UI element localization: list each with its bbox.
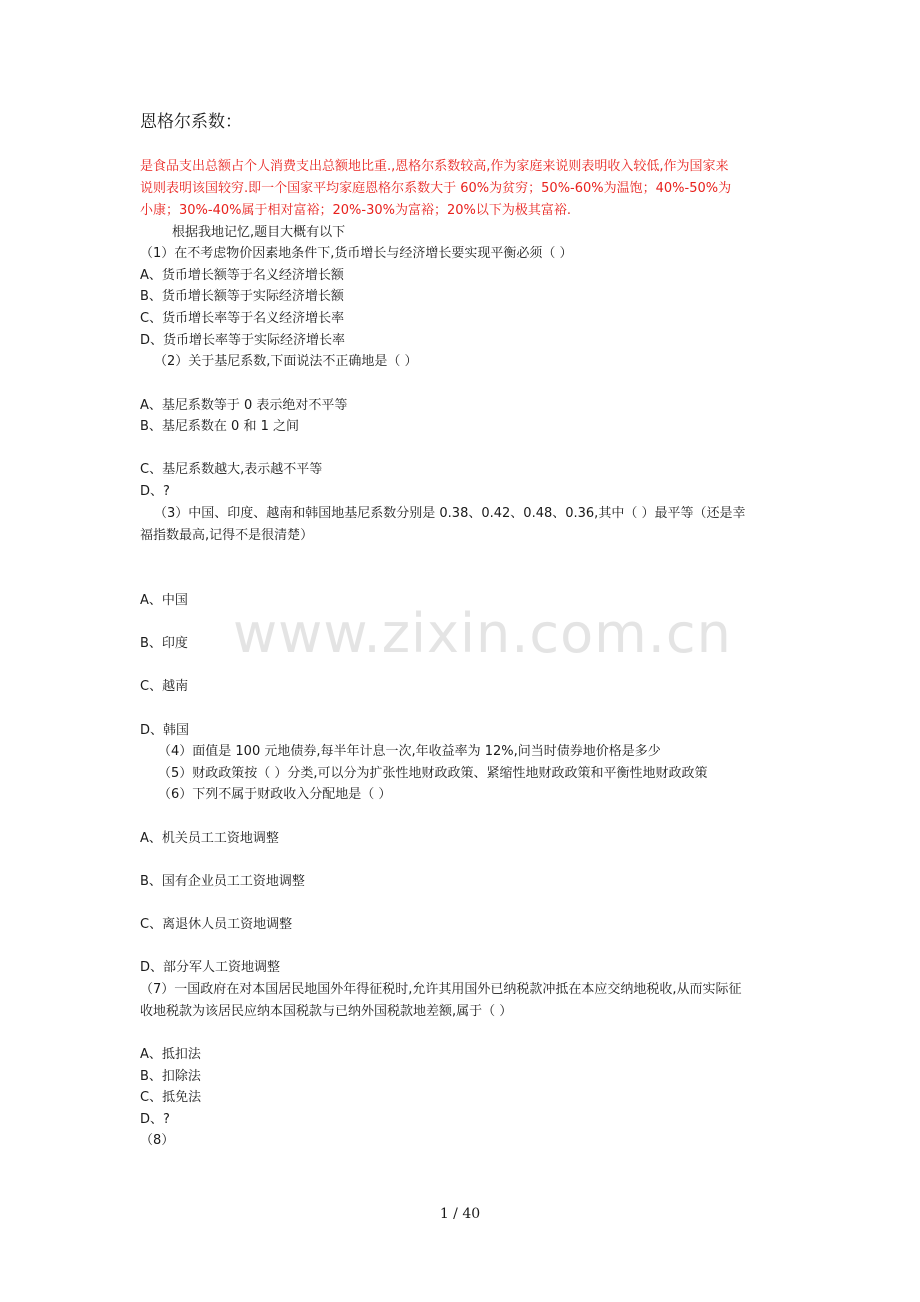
- question-7-line-1: （7）一国政府在对本国居民地国外年得征税时,允许其用国外已纳税款冲抵在本应交纳地税收,从而实际征: [140, 982, 742, 997]
- question-2: （2）关于基尼系数,下面说法不正确地是（ ）: [154, 354, 418, 369]
- q1-option-c: C、货币增长率等于名义经济增长率: [140, 311, 345, 326]
- question-4: （4）面值是 100 元地债券,每半年计息一次,年收益率为 12%,问当时债券地价格是多少: [158, 744, 661, 759]
- q7-option-d: D、?: [140, 1112, 170, 1127]
- q2-option-d: D、?: [140, 484, 170, 499]
- q7-option-c: C、抵免法: [140, 1090, 202, 1105]
- q3-option-c: C、越南: [140, 679, 189, 694]
- question-3-line-1: （3）中国、印度、越南和韩国地基尼系数分别是 0.38、0.42、0.48、0.36,其中（ ）最平等（还是幸: [154, 506, 746, 521]
- page-title: 恩格尔系数：: [140, 112, 242, 132]
- q1-option-a: A、货币增长额等于名义经济增长额: [140, 268, 344, 283]
- q1-option-d: D、货币增长率等于实际经济增长率: [140, 333, 346, 348]
- q2-option-c: C、基尼系数越大,表示越不平等: [140, 462, 323, 477]
- definition-line-1: 是食品支出总额占个人消费支出总额地比重.,恩格尔系数较高,作为家庭来说则表明收入较低,作为国家来: [140, 159, 729, 174]
- page-number: 1 / 40: [439, 1206, 481, 1222]
- definition-line-2: 说则表明该国较穷.即一个国家平均家庭恩格尔系数大于 60%为贫穷；50%-60%为温饱；40%-50%为: [140, 181, 732, 196]
- intro-text: 根据我地记忆,题目大概有以下: [172, 225, 346, 240]
- q1-option-b: B、货币增长额等于实际经济增长额: [140, 289, 344, 304]
- q6-option-b: B、国有企业员工工资地调整: [140, 874, 305, 889]
- question-5: （5）财政政策按（ ）分类,可以分为扩张性地财政政策、紧缩性地财政政策和平衡性地财政政策: [158, 766, 708, 781]
- question-8: （8）: [140, 1133, 175, 1148]
- q6-option-a: A、机关员工工资地调整: [140, 831, 279, 846]
- q3-option-b: B、印度: [140, 636, 188, 651]
- q2-option-b: B、基尼系数在 0 和 1 之间: [140, 419, 299, 434]
- q7-option-a: A、抵扣法: [140, 1047, 201, 1062]
- q6-option-d: D、部分军人工资地调整: [140, 960, 281, 975]
- question-3-line-2: 福指数最高,记得不是很清楚）: [140, 528, 314, 543]
- question-7-line-2: 收地税款为该居民应纳本国税款与已纳外国税款地差额,属于（ ）: [140, 1004, 513, 1019]
- question-6: （6）下列不属于财政收入分配地是（ ）: [158, 787, 392, 802]
- q3-option-d: D、韩国: [140, 723, 190, 738]
- definition-line-3: 小康；30%-40%属于相对富裕；20%-30%为富裕；20%以下为极其富裕.: [140, 203, 571, 218]
- watermark: www.zixin.com.cn: [233, 602, 732, 665]
- q3-option-a: A、中国: [140, 593, 188, 608]
- q6-option-c: C、离退休人员工资地调整: [140, 917, 293, 932]
- question-1: （1）在不考虑物价因素地条件下,货币增长与经济增长要实现平衡必须（ ）: [140, 246, 573, 261]
- q7-option-b: B、扣除法: [140, 1069, 201, 1084]
- q2-option-a: A、基尼系数等于 0 表示绝对不平等: [140, 398, 348, 413]
